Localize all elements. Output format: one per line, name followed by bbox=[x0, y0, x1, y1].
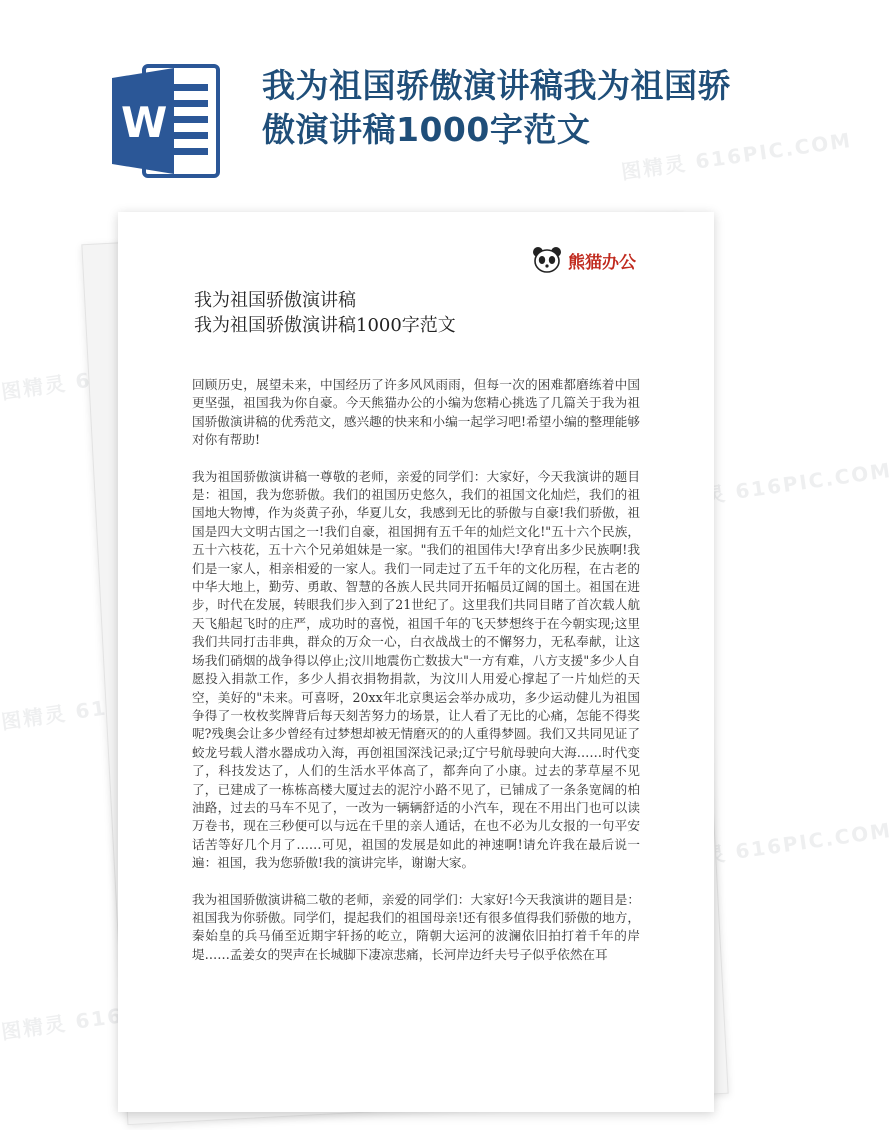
brand-text: 熊猫办公 bbox=[568, 252, 636, 273]
brand-logo bbox=[532, 246, 636, 274]
paragraph-speech-2: 我为祖国骄傲演讲稿二敬的老师，亲爱的同学们：大家好!今天我演讲的题目是：祖国我为你骄傲。同学们，提起我们的祖国母亲!还有很多值得我们骄傲的地方，秦始皇的兵马俑至近期宇轩扬的屹立，隋朝大运河的波澜依旧拍打着千年的岸堤……孟姜女的哭声在长城脚下凄凉悲痛，长河岸边纤夫号子似乎依然在耳 bbox=[192, 891, 640, 962]
paragraph-intro: 回顾历史，展望未来，中国经历了许多风风雨雨，但每一次的困难都磨练着中国更坚强，祖国我为你自豪。今天熊猫办公的小编为您精心挑选了几篇关于我为祖国骄傲演讲稿的优秀范文，感兴趣的快来和小编一起学习吧!希望小编的整理能够对你有帮助! bbox=[192, 377, 640, 448]
watermark: 图精灵 bbox=[0, 701, 69, 735]
title-line-2: 我为祖国骄傲演讲稿1000字范文 bbox=[194, 315, 456, 336]
watermark: 图精灵 616PIC.COM bbox=[659, 817, 894, 875]
watermark: 图精灵 bbox=[0, 371, 69, 405]
watermark: 图精灵 616PIC.COM bbox=[0, 987, 234, 1045]
svg-text:W: W bbox=[121, 98, 168, 147]
panda-icon bbox=[532, 246, 562, 274]
word-document-icon bbox=[110, 62, 222, 180]
document-page bbox=[118, 212, 714, 1112]
document-body bbox=[192, 376, 640, 982]
title-line-1: 我为祖国骄傲演讲稿 bbox=[194, 290, 356, 311]
header bbox=[0, 0, 800, 200]
watermark: 图精灵 616PIC.COM bbox=[659, 457, 894, 515]
page-title bbox=[194, 288, 654, 338]
document-title: 我为祖国骄傲演讲稿我为祖国骄傲演讲稿1000字范文 bbox=[262, 66, 731, 149]
paragraph-speech-1: 我为祖国骄傲演讲稿一尊敬的老师，亲爱的同学们：大家好，今天我演讲的题目是：祖国，我为您骄傲。我们的祖国历史悠久，我们的祖国文化灿烂，我们的祖国地大物博，作为炎黄子孙，华夏儿女，我感到无比的骄傲与自豪!我们骄傲，祖国是四大文明古国之一!我们自豪，祖国拥有五千年的灿烂文化!"五十六个民族，五十六枝花，五十六个兄弟姐妹是一家。"我们的祖国伟大!孕育出多少民族啊!我们是一家人，相亲相爱的一家人。我们一同走过了五千年的文化历程，在古老的中华大地上，勤劳、勇敢、智慧的各族人民共同开拓幅员辽阔的国土。祖国在进步，时代在发展，转眼我们步入到了21世纪了。这里我们共同目睹了首次载人航天飞船起飞时的庄严，成功时的喜悦，祖国千年的飞天梦想终于在今朝实现;这里我们共同打击非典，群众的万众一心，白衣战战士的不懈努力，无私奉献，让这场我们硝烟的战争得以停止;汶川地震伤亡数拔大"一方有难，八方支援"多少人自愿投入捐款工作，多少人捐衣捐物捐款，为汶川人用爱心撑起了一片灿烂的天空，美好的"未来。可喜呀，20xx年北京奥运会举办成功，多少运动健儿为祖国争得了一枚枚奖牌背后每天刻苦努力的场景，让人看了无比的心痛，怎能不得奖呢?残奥会让多少曾经有过梦想却被无情磨灭的的人重得梦圆。我们又共同见证了蛟龙号载人潜水器成功入海，再创祖国深浅记录;辽宁号航母驶向大海……时代变了，科技发达了，人们的生活水平体高了，都奔向了小康。过去的茅草屋不见了，已建成了一栋栋高楼大厦过去的泥泞小路不见了，已铺成了一条条宽阔的柏油路，过去的马车不见了，一改为一辆辆舒适的小汽车，现在不用出门也可以读万卷书，现在三秒便可以与远在千里的亲人通话，在也不必为儿女报的一句平安话苦等好几个月了……可见，祖国的发展是如此的神速啊!请允许我在最后说一遍：祖国，我为您骄傲!我的演讲完毕，谢谢大家。 bbox=[192, 468, 640, 871]
